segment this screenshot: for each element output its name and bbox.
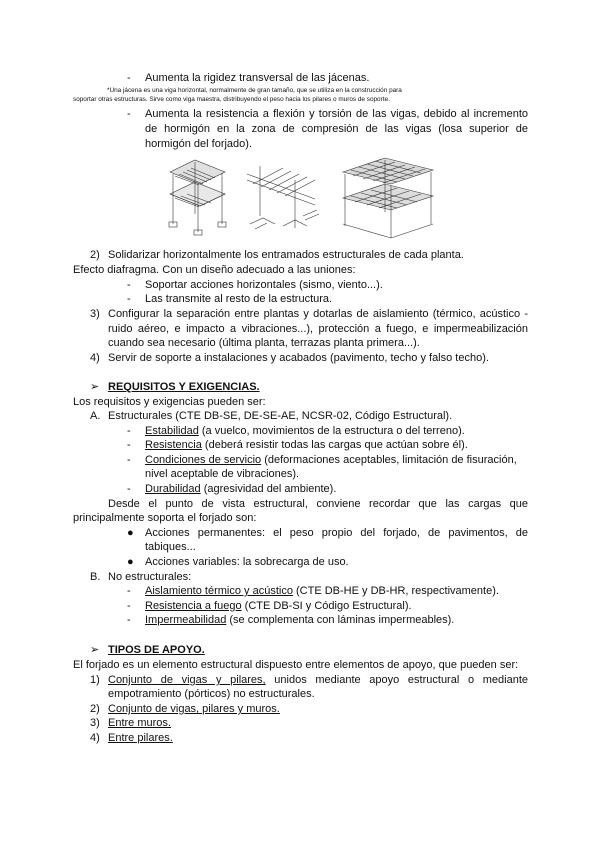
list-number: 4)	[90, 352, 100, 364]
term-fuego: Resistencia a fuego	[145, 600, 242, 612]
slab-grid-drawing	[343, 158, 433, 238]
footnote-line-2: soportar otras estructuras. Sirve como viga maestra, distribuyendo el peso hacia los pilares o muros de soporte.	[73, 96, 390, 103]
forjado-illustrations	[165, 154, 435, 240]
footnote-line-1: *Una jácena es una viga horizontal, normalmente de gran tamaño, que se utiliza en la construcción para	[107, 87, 402, 94]
beams-joists-drawing	[247, 166, 319, 229]
list-number: 3)	[90, 717, 100, 729]
cargas-para-1: Desde el punto de vista estructural, conviene recordar que las cargas que	[108, 498, 528, 510]
term-condiciones: Condiciones de servicio	[145, 454, 262, 466]
list-number: 2)	[90, 703, 100, 715]
term-impermeabilidad: Impermeabilidad	[145, 614, 227, 626]
apoyo-item-4: Entre pilares.	[108, 732, 173, 744]
list-letter: A.	[90, 410, 101, 422]
apoyo-item-2: Conjunto de vigas, pilares y muros.	[108, 703, 280, 715]
list-number: 1)	[90, 674, 100, 686]
apoyo-item-1-desc: unidos mediante apoyo estructural o mediante	[265, 674, 528, 686]
dash-marker: -	[127, 600, 131, 612]
bullet-resistencia-1: Aumenta la resistencia a flexión y torsión de las vigas, debido al incremento	[145, 108, 528, 120]
dash-marker: -	[127, 72, 131, 84]
requisitos-no-estructurales: No estructurales:	[108, 571, 192, 583]
req-resistencia	[145, 438, 468, 452]
dot-marker: ●	[127, 527, 134, 539]
function-item-3-line-3: cuando sea necesario (última planta, terrazas planta primera...).	[108, 337, 420, 349]
dash-marker: -	[127, 108, 131, 120]
bullet-rigidez: Aumenta la rigidez transversal de las jácenas.	[145, 72, 370, 84]
apoyo-item-1-line-2: empotramiento (pórticos) no estructurales.	[108, 688, 315, 700]
apoyo-item-1	[108, 673, 528, 687]
acciones-permanentes-1: Acciones permanentes: el peso propio del forjado, de pavimentos, de	[145, 527, 528, 539]
dash-marker: -	[127, 614, 131, 626]
req-condiciones	[145, 453, 517, 467]
req-aislamiento	[145, 584, 499, 598]
function-item-2: Solidarizar horizontalmente los entramados estructurales de cada planta.	[108, 249, 464, 261]
diaphragm-sub-1: Soportar acciones horizontales (sismo, viento...).	[145, 279, 383, 291]
dash-marker: -	[127, 439, 131, 451]
dash-marker: -	[127, 279, 131, 291]
section-heading-requisitos: REQUISITOS Y EXIGENCIAS.	[108, 381, 260, 393]
req-fuego	[145, 599, 412, 613]
term-fuego-desc: (CTE DB-SI y Código Estructural).	[241, 600, 412, 612]
term-condiciones-desc: (deformaciones aceptables, limitación de fisuración,	[261, 454, 517, 466]
requisitos-intro: Los requisitos y exigencias pueden ser:	[73, 396, 266, 408]
function-item-4: Servir de soporte a instalaciones y acabados (pavimento, techo y falso techo).	[108, 352, 489, 364]
structural-drawings	[165, 154, 435, 240]
acciones-variables: Acciones variables: la sobrecarga de uso.	[145, 556, 349, 568]
list-letter: B.	[90, 571, 101, 583]
term-resistencia: Resistencia	[145, 439, 202, 451]
dash-marker: -	[127, 293, 131, 305]
req-estabilidad	[145, 424, 465, 438]
apoyo-intro: El forjado es un elemento estructural dispuesto entre elementos de apoyo, que pueden ser:	[73, 659, 519, 671]
req-condiciones-2: nivel aceptable de vibraciones).	[145, 468, 300, 480]
list-number: 3)	[90, 308, 100, 320]
diaphragm-effect: Efecto diafragma. Con un diseño adecuado a las uniones:	[73, 264, 356, 276]
req-durabilidad	[145, 482, 336, 496]
term-resistencia-desc: (deberá resistir todas las cargas que actúan sobre él).	[201, 439, 468, 451]
dash-marker: -	[127, 425, 131, 437]
list-number: 2)	[90, 249, 100, 261]
term-aislamiento-desc: (CTE DB-HE y DB-HR, respectivamente).	[292, 585, 499, 597]
list-number: 4)	[90, 732, 100, 744]
section-heading-apoyo: TIPOS DE APOYO.	[108, 644, 205, 656]
req-impermeabilidad	[145, 613, 454, 627]
function-item-3-line-1: Configurar la separación entre plantas y dotarlas de aislamiento (térmico, acústico -	[108, 308, 528, 320]
diaphragm-sub-2: Las transmite al resto de la estructura.	[145, 293, 333, 305]
term-estabilidad: Estabilidad	[145, 425, 199, 437]
term-estabilidad-desc: (a vuelco, movimientos de la estructura o del terreno).	[198, 425, 465, 437]
dash-marker: -	[127, 585, 131, 597]
requisitos-estructurales: Estructurales (CTE DB-SE, DE-SE-AE, NCSR-02, Código Estructural).	[108, 410, 453, 422]
term-durabilidad: Durabilidad	[145, 483, 201, 495]
arrow-bullet-icon: ➢	[90, 381, 100, 393]
bullet-resistencia-3: hormigón del forjado).	[145, 138, 253, 150]
term-aislamiento: Aislamiento térmico y acústico	[145, 585, 293, 597]
apoyo-item-1-term: Conjunto de vigas y pilares,	[108, 674, 266, 686]
term-impermeabilidad-desc: (se complementa con láminas impermeables).	[226, 614, 455, 626]
term-durabilidad-desc: (agresividad del ambiente).	[200, 483, 337, 495]
apoyo-item-3: Entre muros.	[108, 717, 171, 729]
function-item-3-line-2: ruido aéreo, e impacto a vibraciones...), protección a fuego, e impermeabilización	[108, 323, 528, 335]
arrow-bullet-icon: ➢	[90, 644, 100, 656]
cargas-para-2: principalmente soporta el forjado son:	[73, 512, 257, 524]
frame-isometric-drawing	[169, 160, 226, 235]
dash-marker: -	[127, 454, 131, 466]
dot-marker: ●	[127, 556, 134, 568]
dash-marker: -	[127, 483, 131, 495]
acciones-permanentes-2: tabiques...	[145, 541, 196, 553]
bullet-resistencia-2: de hormigón en la zona de compresión de las vigas (losa superior de	[145, 123, 528, 135]
